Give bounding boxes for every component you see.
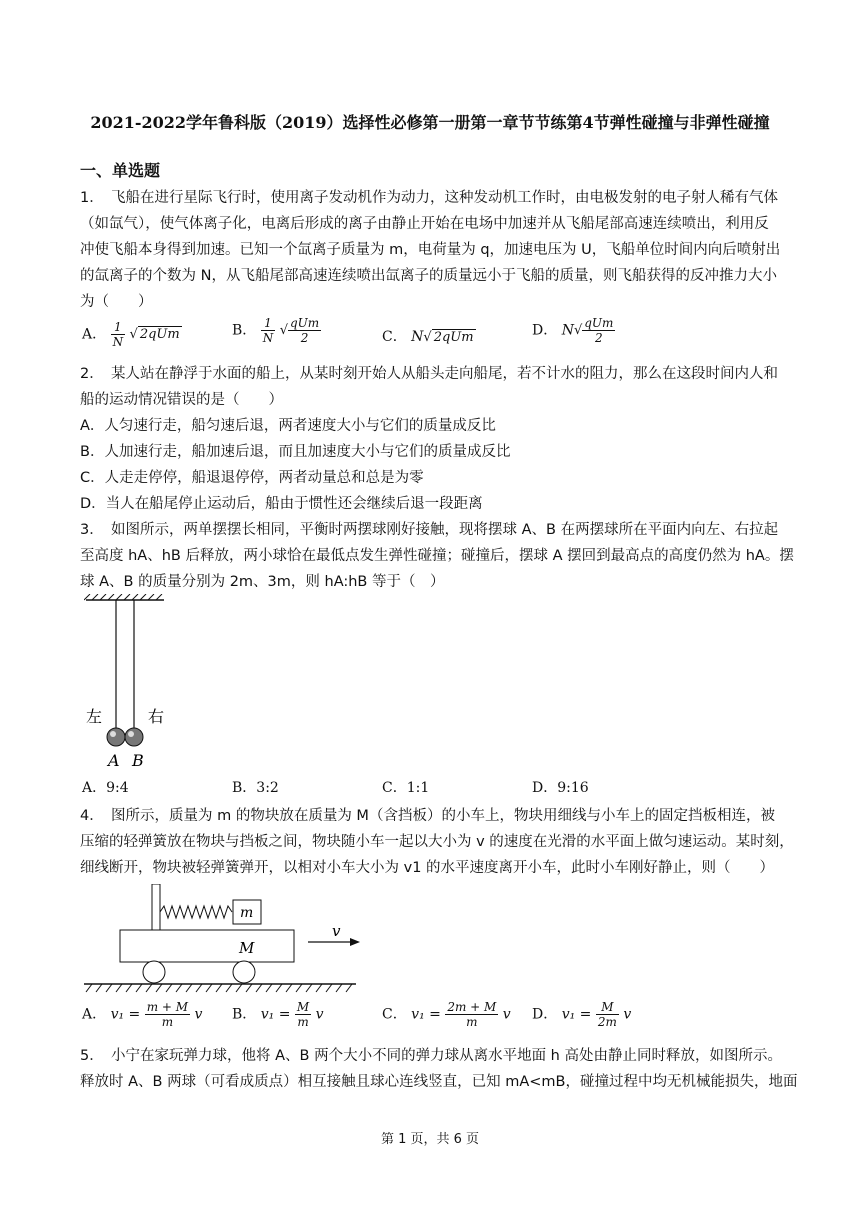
figure-label-a: A <box>108 751 120 770</box>
q1-line-1: 1． 飞船在进行星际飞行时，使用离子发动机作为动力，这种发动机工作时，由电极发射的电子射人稀有气体 <box>80 190 778 206</box>
q2-line-2: 船的运动情况错误的是（ ） <box>80 392 283 408</box>
q1-line-4: 的氙离子的个数为 N，从飞船尾部高速连续喷出氙离子的质量远小于飞船的质量，则飞船获得的反冲推力大小 <box>80 268 777 284</box>
section-heading: 一、单选题 <box>80 161 161 180</box>
q1-option-a: A． $\frac{1}{N}$ √ 2qUm <box>82 320 180 349</box>
q1-option-c: C． N√ 2qUm <box>382 329 474 345</box>
q4-line-2: 压缩的轻弹簧放在物块与挡板之间，物块随小车一起以大小为 v 的速度在光滑的水平面上做匀速运动。某时刻， <box>80 834 794 850</box>
q4-option-a: A． v₁ = $\frac{m + M}{m}$ v <box>82 1000 203 1029</box>
q3-line-1: 3． 如图所示，两单摆摆长相同，平衡时两摆球刚好接触，现将摆球 A、B 在两摆球所在平面内向左、右拉起 <box>80 522 779 538</box>
q3-line-3: 球 A、B 的质量分别为 2m、3m，则 hA:hB 等于（ ） <box>80 574 445 590</box>
q1-option-d: D． N√ $\frac{\text{qUm}}{2}$ <box>532 316 614 345</box>
figure-label-big-m: M <box>239 939 255 957</box>
q4-line-3: 细线断开，物块被轻弹簧弹开，以相对小车大小为 v1 的水平速度离开小车，此时小车刚好静止，则（ ） <box>80 860 775 876</box>
q1-line-3: 冲使飞船本身得到加速。已知一个氙离子质量为 m，电荷量为 q，加速电压为 U，飞船单位时间内向后喷射出 <box>80 242 781 258</box>
figure-label-m: m <box>240 905 254 921</box>
q2-option-b: B．人加速行走，船加速后退，而且加速度大小与它们的质量成反比 <box>80 444 511 460</box>
figure-label-v: v <box>332 922 341 940</box>
q2-option-c: C．人走走停停，船退退停停，两者动量总和总是为零 <box>80 470 424 486</box>
q4-option-d: D． v₁ = $\frac{M}{2m}$ v <box>532 1000 632 1029</box>
q4-option-c: C． v₁ = $\frac{2m + M}{m}$ v <box>382 1000 511 1029</box>
q3-line-2: 至高度 hA、hB 后释放，两小球恰在最低点发生弹性碰撞；碰撞后，摆球 A 摆回到最高点的高度仍然为 hA。摆 <box>80 548 794 564</box>
q3-option-b: B．3:2 <box>232 780 279 796</box>
q5-line-2: 释放时 A、B 两球（可看成质点）相互接触且球心连线竖直，已知 mA<mB，碰撞过程中均无机械能损失，地面 <box>80 1074 798 1090</box>
q5-line-1: 5． 小宁在家玩弹力球，他将 A、B 两个大小不同的弹力球从离水平地面 h 高处由静止同时释放，如图所示。 <box>80 1048 782 1064</box>
q1-option-b: B． $\frac{1}{N}$ √ $\frac{\text{qUm}}{2}$ <box>232 316 320 345</box>
figure-label-left: 左 <box>86 707 103 726</box>
q3-option-d: D．9:16 <box>532 780 589 796</box>
q4-line-1: 4． 图所示，质量为 m 的物块放在质量为 M（含挡板）的小车上，物块用细线与小车上的固定挡板相连，被 <box>80 808 775 824</box>
page-footer: 第 1 页，共 6 页 <box>380 1132 480 1147</box>
q3-option-c: C．1:1 <box>382 780 430 796</box>
cart-figure <box>84 884 374 996</box>
figure-label-b: B <box>132 751 144 770</box>
q2-option-a: A．人匀速行走，船匀速后退，两者速度大小与它们的质量成反比 <box>80 418 496 434</box>
q3-option-a: A．9:4 <box>82 780 129 796</box>
page-title: 2021-2022学年鲁科版（2019）选择性必修第一册第一章节节练第4节弹性碰撞与非弹性碰撞 <box>90 113 770 132</box>
q2-option-d: D．当人在船尾停止运动后，船由于惯性还会继续后退一段距离 <box>80 496 483 512</box>
q4-option-b: B． v₁ = $\frac{M}{m}$ v <box>232 1000 324 1029</box>
q1-line-5: 为（ ） <box>80 294 153 310</box>
q1-line-2: （如氙气），使气体离子化，电离后形成的离子由静止开始在电场中加速并从飞船尾部高速连续喷出，利用反 <box>80 216 769 232</box>
q2-line-1: 2． 某人站在静浮于水面的船上，从某时刻开始人从船头走向船尾，若不计水的阻力，那么在这段时间内人和 <box>80 366 778 382</box>
pendulum-figure <box>84 594 174 774</box>
figure-label-right: 右 <box>148 707 165 726</box>
